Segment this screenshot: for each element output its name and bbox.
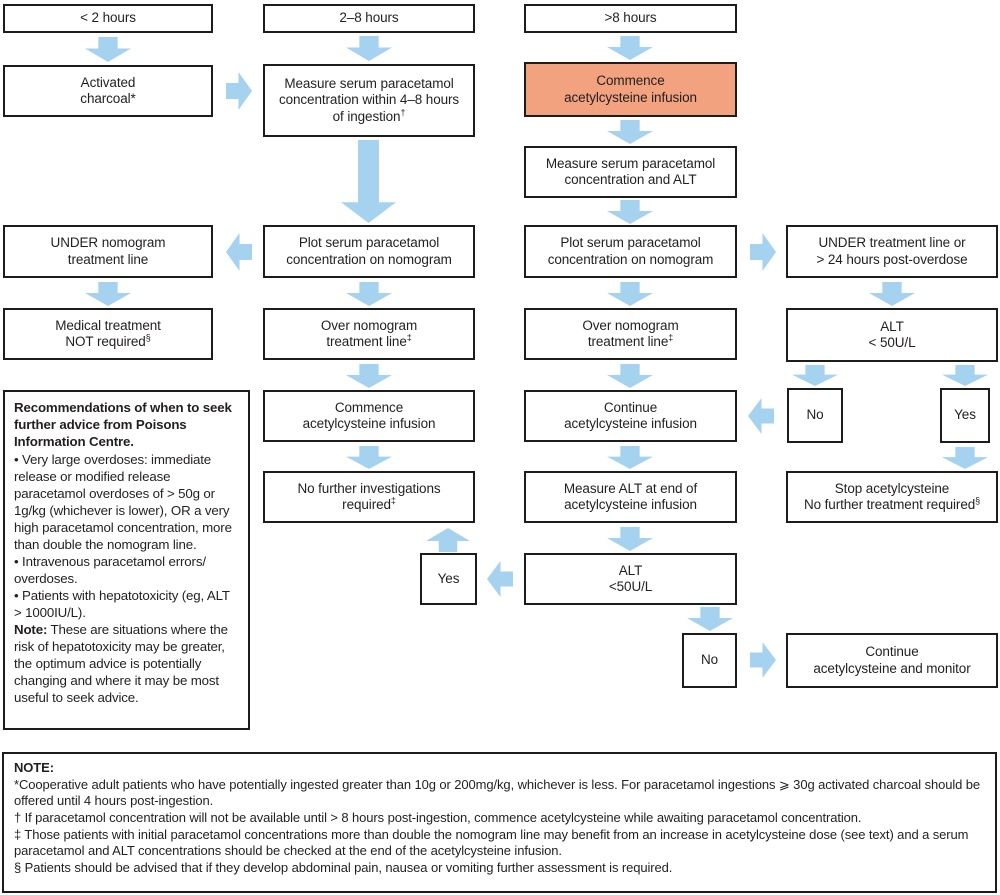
advice-panel-item: Note: These are situations where the risk of hepatotoxicity may be greater, the optimum advice is potentially changing and where it may be most useful to seek advice. — [14, 622, 228, 706]
flow-node-text: Over nomogram — [582, 317, 679, 333]
footnote-marker: ‡ — [406, 332, 412, 343]
flow-node-text: acetylcysteine infusion — [564, 416, 697, 431]
advice-panel-items — [14, 451, 240, 706]
footnote-lines — [14, 777, 985, 877]
flow-arrow-left-icon — [487, 561, 513, 597]
footnote-marker: ‡ — [668, 332, 674, 343]
flow-node-text: Continue — [865, 644, 919, 660]
flow-node-text: treatment line — [67, 251, 149, 267]
flow-arrow-right-icon — [750, 642, 776, 678]
footnote-line: † If paracetamol concentration will not be available until > 8 hours post-ingestion, commence acetylcysteine while awaiting paracetamol concentration. — [14, 809, 862, 825]
flow-node-text: required‡ — [342, 495, 396, 512]
flow-arrow-down-icon — [607, 364, 653, 388]
footnote-heading: NOTE: — [14, 760, 54, 775]
flow-node-text: concentration and ALT — [564, 172, 697, 187]
flow-node-text: Measure serum paracetamol — [545, 155, 716, 171]
flow-arrow-down-icon — [869, 282, 915, 306]
flow-node-activated-charcoal — [3, 65, 213, 117]
footnote-box — [2, 752, 997, 893]
flow-node-text: <50U/L — [608, 579, 653, 594]
flow-node-text: treatment line‡ — [587, 332, 674, 349]
footnote-marker: † — [400, 107, 406, 118]
flow-arrow-down-icon — [792, 365, 838, 386]
flow-node-under-nomogram-treatment-line — [3, 225, 213, 278]
flow-node-text: treatment line‡ — [326, 332, 412, 349]
flow-node-commence-acetylcysteine-mid — [263, 390, 475, 442]
flow-arrow-right-icon — [750, 233, 776, 271]
flow-node-continue-acetylcysteine-and-monitor — [786, 633, 998, 688]
flow-node-text: 2–8 hours — [339, 10, 399, 26]
flow-arrow-down-icon — [346, 446, 392, 469]
flow-arrow-down-icon — [607, 446, 653, 469]
flow-node-text: Activated — [80, 74, 136, 90]
flow-node-time-over-8-hours — [524, 4, 737, 33]
flow-node-text: Commence — [334, 399, 404, 415]
flow-arrow-down-icon — [607, 36, 653, 60]
flow-arrow-down-icon — [942, 365, 988, 386]
flow-node-text: acetylcysteine infusion — [564, 497, 697, 512]
flow-arrow-down-icon — [687, 607, 733, 631]
flow-node-measure-paracetamol-4-8-hours — [263, 64, 475, 137]
flow-node-over-nomogram-line-right — [524, 308, 737, 360]
flow-node-text: Yes — [437, 570, 460, 586]
flow-node-alt-yes — [940, 388, 990, 443]
flow-node-no-further-investigations — [263, 471, 475, 523]
flow-node-time-2-8-hours — [263, 4, 475, 33]
flow-node-text: No — [806, 407, 824, 423]
flow-node-alt-end-no — [682, 633, 737, 688]
footnote-marker: ‡ — [390, 495, 396, 506]
flow-node-time-under-2-hours — [3, 4, 213, 33]
flow-node-text: No further investigations — [297, 480, 441, 496]
flow-node-text: Measure serum paracetamol — [284, 75, 454, 91]
flow-node-text: No further treatment required§ — [803, 495, 981, 512]
flow-arrow-down-icon — [942, 447, 988, 469]
flow-arrow-down-icon — [85, 37, 131, 62]
flow-node-text: Commence — [596, 73, 665, 89]
flow-arrow-down-icon — [607, 527, 653, 551]
flow-node-text: Medical treatment — [55, 317, 161, 333]
flow-node-text: UNDER nomogram — [50, 235, 166, 251]
flow-node-alt-under-50-end — [524, 553, 737, 605]
flow-node-text: acetylcysteine and monitor — [813, 660, 971, 676]
advice-panel-item: • Intravenous paracetamol errors/ overdoses. — [14, 554, 206, 587]
flow-node-text: of ingestion† — [332, 107, 406, 124]
flow-node-text: acetylcysteine infusion — [302, 416, 436, 431]
flow-node-text: Continue — [603, 399, 658, 415]
flow-node-alt-end-yes — [420, 553, 477, 605]
flow-arrow-up-icon — [426, 528, 470, 552]
flow-node-text: ALT — [618, 562, 643, 578]
flow-node-continue-acetylcysteine-infusion — [524, 390, 737, 442]
flow-node-under-treatment-line-or-24-hours — [786, 225, 998, 278]
flow-node-measure-paracetamol-and-alt — [524, 146, 737, 198]
flow-arrow-down-icon — [346, 364, 392, 388]
advice-panel-item: • Very large overdoses: immediate release or modified release paracetamol overdoses of > 50g or 1g/kg (whichever is lower), OR a very high paracetamol concentration, more than double the nomogram line. — [14, 452, 232, 553]
flow-arrow-right-icon — [226, 72, 252, 110]
flow-node-text: >8 hours — [604, 10, 657, 26]
flow-node-text: ALT — [880, 318, 904, 334]
footnote-marker: § — [145, 332, 151, 343]
flow-node-measure-alt-at-end — [524, 471, 737, 523]
footnote-line: ‡ Those patients with initial paracetamol concentrations more than double the nomogram line may benefit from an increase in acetylcysteine dose (see text) and a serum paracetamol and ALT concentrations should be checked at the end of the acetylcysteine infusion. — [14, 826, 969, 859]
flow-node-text: concentration within 4–8 hours — [278, 92, 460, 108]
flow-node-text: Measure ALT at end of — [563, 480, 698, 496]
flow-node-over-nomogram-line-mid — [263, 308, 475, 360]
footnote-marker: § — [975, 495, 981, 506]
flow-arrow-left-icon — [748, 398, 774, 434]
flow-node-alt-no — [787, 388, 843, 443]
flow-node-text: concentration on nomogram — [286, 251, 452, 267]
flow-node-commence-acetylcysteine-infusion-highlight — [524, 62, 737, 117]
flow-arrow-down-icon — [346, 282, 392, 306]
flow-node-text: < 50U/L — [868, 335, 916, 350]
flow-arrow-down-icon — [346, 36, 392, 61]
flow-node-text: acetylcysteine infusion — [564, 89, 697, 105]
flow-arrow-down-icon — [607, 200, 653, 224]
flow-node-text: concentration on nomogram — [547, 251, 714, 267]
flow-node-plot-nomogram-mid — [263, 225, 475, 278]
flow-arrow-down-icon — [607, 120, 653, 144]
flow-node-text: UNDER treatment line or — [818, 235, 966, 251]
flow-node-text: > 24 hours post-overdose — [816, 251, 968, 267]
flow-node-text: Over nomogram — [320, 317, 418, 333]
flow-node-text: Yes — [954, 407, 976, 423]
flow-node-text: Plot serum paracetamol — [560, 235, 701, 251]
flow-node-medical-treatment-not-required — [3, 308, 213, 360]
advice-panel-heading: Recommendations of when to seek further advice from Poisons Information Centre. — [14, 400, 232, 450]
flow-node-text: Stop acetylcysteine — [834, 480, 950, 496]
flow-arrow-down-icon — [607, 282, 653, 306]
advice-note-lead: Note: — [14, 622, 48, 638]
flow-node-text: charcoal* — [80, 91, 136, 106]
flow-node-text: < 2 hours — [80, 10, 136, 26]
flow-node-text: NOT required§ — [65, 332, 151, 349]
flow-node-stop-acetylcysteine — [786, 471, 998, 523]
flow-node-text: Plot serum paracetamol — [298, 235, 440, 251]
flow-node-alt-under-50 — [786, 308, 998, 362]
advice-panel-item: • Patients with hepatotoxicity (eg, ALT > 1000IU/L). — [14, 588, 230, 621]
flow-node-plot-nomogram-right — [524, 225, 737, 278]
flow-arrow-left-icon — [226, 233, 252, 271]
footnote-line: § Patients should be advised that if they develop abdominal pain, nausea or vomiting further assessment is required. — [14, 859, 673, 875]
poisons-advice-panel — [3, 390, 250, 730]
flow-arrow-down-long-icon — [341, 140, 396, 223]
footnote-line: *Cooperative adult patients who have potentially ingested greater than 10g or 200mg/kg, whichever is less. For paracetamol ingestions ⩾ 30g activated charcoal should be offered until 4 hours post-ingestion. — [14, 776, 981, 809]
flow-node-text: No — [700, 652, 719, 668]
flow-arrow-down-icon — [85, 282, 131, 306]
